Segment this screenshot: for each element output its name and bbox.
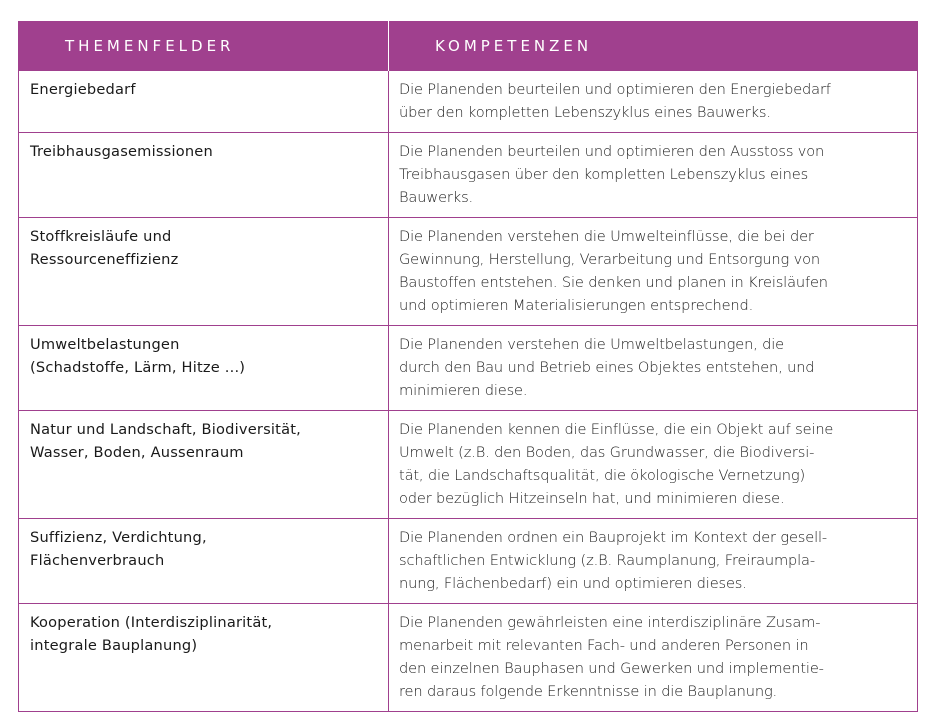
competence-text: tät, die Landschaftsqualität, die ökologische Vernetzung): [399, 467, 806, 484]
competence-text: den einzelnen Bauphasen und Gewerken und implementie-: [399, 660, 824, 677]
competence-text: durch den Bau und Betrieb eines Objektes entstehen, und: [399, 359, 815, 376]
competence-cell: [389, 218, 918, 326]
topic-text: Natur und Landschaft, Biodiversität,: [30, 421, 301, 438]
table-row: [19, 133, 918, 218]
table-row: [19, 519, 918, 604]
table-row: [19, 218, 918, 326]
competence-text: Die Planenden ordnen ein Bauprojekt im Kontext der gesell-: [399, 529, 828, 546]
competence-cell: [389, 519, 918, 604]
competence-cell: [389, 326, 918, 411]
topic-cell: [19, 218, 389, 326]
competence-text: ren daraus folgende Erkenntnisse in die Bauplanung.: [399, 683, 778, 700]
competence-text: schaftlichen Entwicklung (z.B. Raumplanung, Freiraumpla-: [399, 552, 815, 569]
competence-cell: [389, 411, 918, 519]
topic-cell: [19, 133, 389, 218]
competence-text: Die Planenden verstehen die Umwelteinflüsse, die bei der: [399, 228, 814, 245]
topic-text: Energiebedarf: [30, 81, 136, 98]
competence-text: menarbeit mit relevanten Fach- und anderen Personen in: [399, 637, 809, 654]
competence-text: Die Planenden gewährleisten eine interdisziplinäre Zusam-: [399, 614, 821, 631]
competence-text: Gewinnung, Herstellung, Verarbeitung und Entsorgung von: [399, 251, 820, 268]
competence-text: über den kompletten Lebenszyklus eines Bauwerks.: [399, 104, 771, 121]
topic-text: Umweltbelastungen: [30, 336, 180, 353]
table-row: [19, 411, 918, 519]
topic-text: integrale Bauplanung): [30, 637, 198, 654]
competence-text: Die Planenden kennen die Einflüsse, die ein Objekt auf seine: [399, 421, 834, 438]
topic-text: Suffizienz, Verdichtung,: [30, 529, 207, 546]
competence-text: nung, Flächenbedarf) ein und optimieren dieses.: [399, 575, 747, 592]
table-row: [19, 604, 918, 712]
topic-cell: [19, 519, 389, 604]
competence-cell: [389, 133, 918, 218]
table-row: [19, 326, 918, 411]
table-body: [19, 71, 918, 712]
table-header: [19, 22, 918, 71]
competence-text: Baustoffen entstehen. Sie denken und planen in Kreisläufen: [399, 274, 828, 291]
topic-text: Kooperation (Interdisziplinarität,: [30, 614, 273, 631]
competence-text: Die Planenden beurteilen und optimieren den Ausstoss von: [399, 143, 825, 160]
topic-text: Treibhausgasemissionen: [30, 143, 213, 160]
topic-text: (Schadstoffe, Lärm, Hitze ...): [30, 359, 246, 376]
header-kompetenzen: KOMPETENZEN: [389, 22, 918, 71]
topic-text: Flächenverbrauch: [30, 552, 165, 569]
header-themenfelder: THEMENFELDER: [19, 22, 389, 71]
competence-text: Die Planenden verstehen die Umweltbelastungen, die: [399, 336, 784, 353]
topic-cell: [19, 326, 389, 411]
header-row: [19, 22, 918, 71]
topic-cell: [19, 411, 389, 519]
competence-cell: [389, 71, 918, 133]
topic-cell: [19, 604, 389, 712]
competence-text: Bauwerks.: [399, 189, 474, 206]
topic-text: Ressourceneffizienz: [30, 251, 179, 268]
competence-text: Die Planenden beurteilen und optimieren den Energiebedarf: [399, 81, 831, 98]
topic-text: Wasser, Boden, Aussenraum: [30, 444, 244, 461]
topic-cell: [19, 71, 389, 133]
competence-text: oder bezüglich Hitzeinseln hat, und minimieren diese.: [399, 490, 785, 507]
competence-text: und optimieren Materialisierungen entsprechend.: [399, 297, 754, 314]
competence-cell: [389, 604, 918, 712]
competency-table: [18, 21, 918, 712]
competence-text: Treibhausgasen über den kompletten Lebenszyklus eines: [399, 166, 809, 183]
table-row: [19, 71, 918, 133]
competence-text: Umwelt (z.B. den Boden, das Grundwasser, die Biodiversi-: [399, 444, 815, 461]
topic-text: Stoffkreisläufe und: [30, 228, 172, 245]
competence-text: minimieren diese.: [399, 382, 528, 399]
